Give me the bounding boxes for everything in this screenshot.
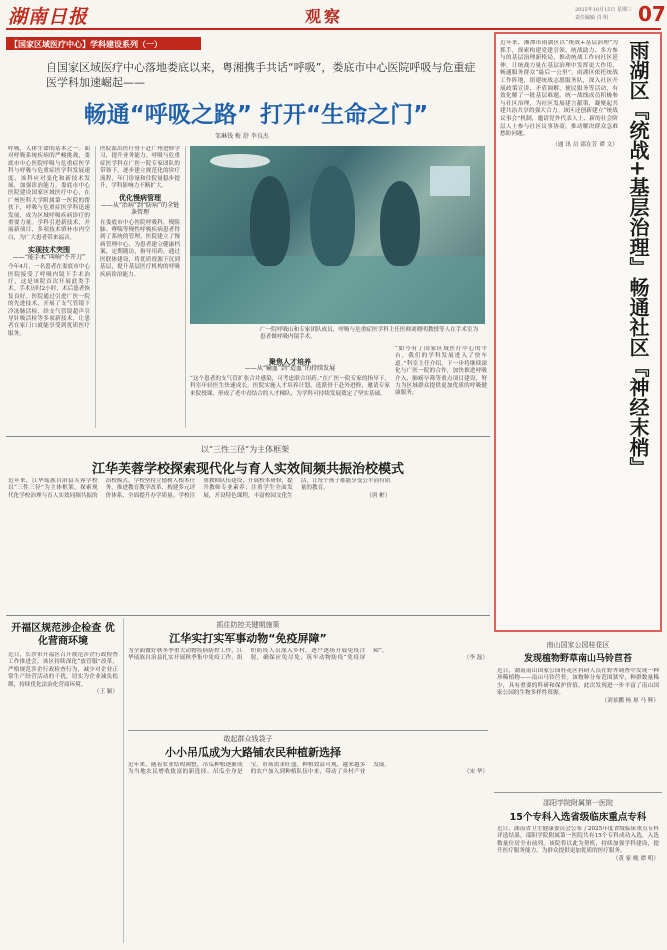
section-rule: [6, 615, 490, 616]
lead-kicker: 【国家区域医疗中心】学科建设系列（一）: [10, 40, 162, 49]
lead-photo-figure: [310, 166, 355, 266]
lead-col-1-text: 呼吸，人体生命的基本之一。面对呼吸系统疾病的严峻挑战，娄底市中心医院呼吸与危重症医学科与呼吸与危重症医学科发展速度，该科应对变化和新技术发展，加强诊治能力。娄底市中心医院建设国家区域医疗中心，在广州医科大学附属第一医院的帮扶下，呼吸与危重症医学科迅速发展，成为区域呼吸疾病诊疗的重要力量。学科引进新技术，开展新项目，多项技术填补市内空白，为广大患者带来福音。: [8, 146, 90, 241]
section-rule: [494, 792, 662, 793]
shaoyang-body-text: 近日，湖南省卫生健康委员会公布了2025年度省级临床重点专科评选结果，邵阳学院附属第一医院共有15个专科成功入选，入选数量位居全市前列。该院将以此为契机，持续加强学科建设，提升医疗服务能力，为群众提供更加优质的医疗服务。: [497, 826, 659, 855]
jianghua-author: （唐 彬）: [366, 492, 391, 499]
sidebar-body: [500, 40, 618, 620]
nanshan-kicker: 南山国家公园桂花区: [546, 641, 610, 649]
lead-col-3: [395, 346, 487, 431]
lead-col-3-text: “如今有了国家区域医疗中心的平台，我们的学科发展进入了快车道。”科室主任介绍，下一步将继续深化与广医一院的合作，加快推进呼吸介入、肺癌早筛等重点项目建设，努力为区域群众提供更加优质的呼吸健康服务。: [395, 346, 487, 397]
shaoyang-headline: 15个专科入选省级临床重点专科: [509, 812, 647, 823]
lead-photo: [190, 146, 485, 324]
lead-intro: 自国家区域医疗中心落地娄底以来，粤湘携手共话“呼吸”，娄底市中心医院呼吸与危重症医学科加速崛起——: [46, 61, 476, 89]
editor-line: 责任编辑 肖 明: [575, 15, 609, 21]
masthead-rule: [6, 28, 661, 30]
kaifu-headline: 开福区规范涉企检查 优化营商环境: [11, 623, 115, 647]
guaguo-kicker: 敢起群众钱袋子: [223, 735, 273, 743]
section-rule: [6, 436, 490, 437]
lead-col-1-text-b: 今年4月，一名患者在娄底市中心医院接受了呼吸内镜下手术治疗，这是该院首次开展此类手术。手术历时2小时，术后患者恢复良好。医院通过引进广医一院的先进技术，开展了支气管镜下冷冻肺活检、经支气管镜超声引导针吸活检等多项新技术，让患者在家门口就能享受到优质医疗服务。: [8, 264, 90, 337]
nanshan-body: [497, 668, 659, 788]
sidebar-body-text: 近年来，湘潭市雨湖区以“统战+基层治理”为抓手，探索构建党建引领、统战助力、多方参与的基层治理新格局，推动统战工作向社区延伸，让统战力量在基层治理中发挥更大作用，畅通服务群众“最后一公里”。雨湖区依托统战工作阵地，组建统战志愿服务队，深入社区开展政策宣讲、矛盾调解、便民服务等活动，有效化解了一批基层难题。统一战线成员积极参与社区治理，为社区发展建言献策，凝聚起共建共治共享的强大合力。该区还创新建立“统战议事会”机制，邀请党外代表人士、新的社会阶层人士参与社区议事协商，推动解决群众急难愁盼问题。: [500, 40, 618, 138]
lead-col-3-text-b: “这个患者的支气管扩张合并感染，可考虑联合用药。”在广医一院专家的指导下，科室年轻医生快速成长。医院实施人才培养计划，选派骨干赴外进修，邀请专家来院授课，形成了老中青结合的人才梯队，为学科可持续发展奠定了坚实基础。: [190, 375, 390, 397]
lead-photo-drape: [190, 256, 485, 324]
lead-photo-lamp: [210, 154, 270, 168]
shaoyang-body: [497, 826, 659, 944]
lead-headline: 畅通“呼吸之路” 打开“生命之门”: [83, 102, 429, 128]
guaguo-headline: 小小吊瓜成为大路铺农民种植新选择: [165, 746, 341, 759]
col-divider: [123, 618, 124, 943]
kaifu-body-text: 近日，长沙市开福区召开规范涉企行政检查工作推进会。该区持续深化“放管服”改革，严格规范涉企行政检查行为，减少对企业正常生产经营活动的干扰，切实为企业减负松绑，持续优化法治化营商环境。: [8, 652, 118, 688]
jianghua2-kicker: 抓住防控关键期施策: [216, 621, 280, 629]
jianghua-headline: 江华芙蓉学校探索现代化与育人实效间频共振治校模式: [91, 462, 404, 477]
shaoyang-kicker: 邵阳学院附属第一医院: [543, 799, 613, 807]
lead-col-2-text: 医院派出医疗骨干赴广州进修学习，提升业务能力。呼吸与危重症医学科在广医一院专家团队的带领下，逐步建立规范化的诊疗流程，年门诊量和住院量稳步提升，学科影响力不断扩大。: [100, 146, 180, 190]
shaoyang-author: （黄 家 晚 谭 明）: [612, 855, 659, 862]
col-divider: [95, 146, 96, 428]
lead-photo-figure: [380, 181, 420, 266]
lead-col-2-text-b: 在娄底市中心医院呼吸科，慢阻肺、哮喘等慢性呼吸疾病患者得到了系统的管理。医院建立了慢病管理中心，为患者建立健康档案，定期随访，指导用药。通过医联体建设，将优质资源下沉到基层，提升基层医疗机构的呼吸疾病诊治能力。: [100, 219, 180, 278]
sidebar-author: （通 讯 员 邵在芳 谭 文）: [552, 141, 618, 148]
kaifu-author: （王 颖）: [93, 689, 118, 696]
paper-name: 湖南日报: [8, 6, 89, 28]
guaguo-body-text: 近年来，随着农业结构调整，吊瓜种植逐渐成为当地农民增收致富的新选择。吊瓜全身是宝，市场需求旺盛，种植效益可观，越来越多的农户加入到种植队伍中来，带动了乡村产业发展。: [128, 762, 391, 776]
guaguo-author: （宋 华）: [463, 769, 488, 776]
jianghua2-body: [128, 648, 488, 726]
lead-col-2-subhead-2: ——从“治病”到“防病”的全链条管理: [100, 201, 180, 217]
lead-col-3-subhead: 聚焦人才培养: [269, 357, 311, 366]
jianghua2-body-text: 为全面做好秋冬季重大动物疫病防控工作，江华瑶族自治县扎实开展秋季集中免疫工作，组织防疫人员深入乡村，逐户逐场开展免疫注射，确保应免尽免，筑牢动物防疫“免疫屏障”。: [128, 648, 388, 662]
lead-col-3-subhead-2: ——从“输血”到“造血”的持续发展: [244, 365, 336, 373]
lead-photo-caption: 广一院呼吸山和专家团队成员，呼吸与危重症医学科主任医师刘晓明教授等人在手术室为患者做呼吸内镜手术。: [260, 327, 479, 341]
lead-photo-figure: [250, 176, 290, 266]
nanshan-headline: 发现植物野草南山马铃苣苔: [523, 654, 632, 664]
jianghua2-headline: 江华实打实军事动物“免疫屏障”: [169, 632, 327, 645]
page-number: 07: [638, 2, 666, 26]
col-divider: [185, 146, 186, 428]
sidebar-title: 雨湖区『统战+基层治理』畅通社区『神经末梢』: [626, 40, 650, 477]
section-title: 观察: [305, 7, 344, 26]
nanshan-author: （刘景鹏 杨 琼 马 辉）: [601, 697, 659, 704]
lead-col-2-subhead: 优化慢病管理: [119, 193, 161, 203]
lead-col-1-subhead: 实现技术突围: [28, 245, 70, 255]
lead-col-1-subhead-2: ——“能手术”叫响“不开刀”: [12, 253, 86, 261]
jianghua-kicker: 以“三性三径”为主体框架: [200, 445, 290, 454]
lead-col-mid: [190, 346, 390, 431]
nanshan-body-text: 近日，湖南南山国家公园桂花区科研人员在野外调查中发现一种珍稀植物——南山马铃苣苔。该物种分布范围狭窄，种群数量稀少，具有重要的科研和保护价值。此次发现进一步丰富了南山国家公园的生物多样性资源。: [497, 668, 659, 697]
jianghua2-author: （李 磊）: [463, 655, 488, 662]
kaifu-body: [8, 652, 118, 942]
lead-col-2: [100, 146, 180, 428]
date-line: 2025年10月15日 星期三: [575, 7, 633, 13]
guaguo-body: [128, 762, 488, 942]
lead-photo-screen: [430, 166, 470, 196]
lead-col-1: [8, 146, 90, 428]
jianghua-body-text: 近年来，江华瑶族自治县芙蓉学校以“三性三径”为主体框架，探索现代化学校治理与育人实效同频共振的治校模式。学校坚持立德树人根本任务，推进教育教学改革，构建多元评价体系，全面提升办学质量。学校注重教师队伍建设，开展校本研修，提升教师专业素养；注重学生全面发展，开设特色课程，丰富校园文化生活，让每个孩子都能享受公平而有质量的教育。: [8, 478, 391, 499]
section-rule: [128, 730, 488, 731]
masthead: [0, 0, 667, 30]
lead-byline: 邹琳钱 梅 舒 李良杰: [215, 133, 269, 140]
jianghua-body: [8, 478, 488, 608]
